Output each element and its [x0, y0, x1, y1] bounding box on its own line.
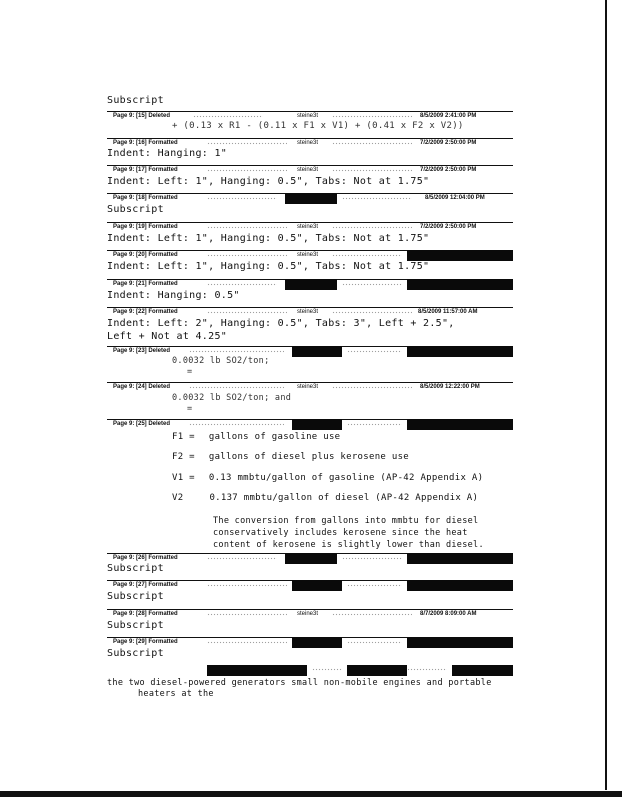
redaction-dots: [332, 169, 412, 172]
redaction-dots: [207, 584, 287, 587]
redaction-dots: [207, 557, 277, 560]
change-user: steine3t: [297, 140, 319, 146]
redaction-block: [407, 637, 513, 648]
definition-symbol: F1 =: [172, 432, 195, 442]
redaction-dots: [407, 668, 447, 671]
redaction-block: [292, 419, 342, 430]
format-text: Indent: Left: 1", Hanging: 0.5", Tabs: Not at 1.75": [107, 261, 430, 272]
change-header: [107, 307, 513, 316]
change-label: Page 9: [29] Formatted: [113, 639, 178, 645]
footer-redaction-row: [107, 665, 513, 673]
redaction-dots: [342, 283, 402, 286]
change-date: 8/7/2009 8:09:00 AM: [420, 611, 477, 617]
redaction-block: [407, 250, 513, 261]
redaction-block: [452, 665, 513, 676]
change-label: Page 9: [24] Deleted: [113, 384, 171, 390]
footnote-line: conservatively includes kerosene since the heat: [213, 528, 468, 538]
change-user: steine3t: [297, 384, 319, 390]
change-label: Page 9: [28] Formatted: [113, 611, 178, 617]
change-date: 8/5/2009 12:04:00 PM: [425, 195, 485, 201]
format-text: Left + Not at 4.25": [107, 331, 228, 342]
format-text: Indent: Left: 2", Hanging: 0.5", Tabs: 3", Left + 2.5",: [107, 318, 455, 329]
subscript-text: Subscript: [107, 620, 164, 631]
redaction-dots: [312, 668, 342, 671]
change-date: 7/2/2009 2:50:00 PM: [420, 167, 477, 173]
right-edge-line: [605, 0, 607, 790]
deleted-formula: + (0.13 x R1 - (0.11 x F1 x V1) + (0.41 x F2 x V2)): [172, 121, 464, 131]
redaction-dots: [347, 641, 402, 644]
redaction-dots: [189, 423, 284, 426]
redaction-dots: [207, 169, 287, 172]
change-user: steine3t: [297, 224, 319, 230]
redaction-dots: [347, 584, 402, 587]
change-header: [107, 553, 513, 562]
subscript-text: Subscript: [107, 204, 164, 215]
change-date: 8/5/2009 11:57:00 AM: [418, 309, 478, 315]
redaction-block: [347, 665, 407, 676]
change-label: Page 9: [18] Formatted: [113, 195, 178, 201]
change-label: Page 9: [17] Formatted: [113, 167, 178, 173]
redaction-dots: [207, 142, 287, 145]
footnote-line: The conversion from gallons into mmbtu for diesel: [213, 516, 479, 526]
subscript-text: Subscript: [107, 648, 164, 659]
change-header: [107, 193, 513, 202]
final-text: the two diesel-powered generators small non-mobile engines and portable: [107, 678, 492, 688]
definition-row: [172, 473, 483, 483]
redaction-block: [407, 419, 513, 430]
change-header: [107, 250, 513, 259]
redaction-dots: [193, 115, 263, 118]
redaction-block: [407, 346, 513, 357]
definition-row: [172, 452, 409, 462]
redaction-dots: [332, 311, 412, 314]
change-label: Page 9: [16] Formatted: [113, 140, 178, 146]
change-date: 8/5/2009 2:41:00 PM: [420, 113, 477, 119]
redaction-dots: [207, 641, 287, 644]
redaction-dots: [207, 311, 287, 314]
change-header: [107, 111, 513, 120]
change-header: [107, 279, 513, 288]
change-header: [107, 138, 513, 147]
change-label: Page 9: [20] Formatted: [113, 252, 178, 258]
definition-row: [172, 432, 340, 442]
change-header: [107, 382, 513, 391]
deleted-text: 0.0032 lb SO2/ton; and: [172, 393, 292, 403]
change-header: [107, 222, 513, 231]
redaction-block: [407, 553, 513, 564]
deleted-text: =: [187, 404, 193, 414]
change-header: [107, 580, 513, 589]
change-header: [107, 165, 513, 174]
definition-text: gallons of diesel plus kerosene use: [208, 452, 410, 462]
final-text: heaters at the: [138, 689, 214, 699]
redaction-block: [292, 580, 342, 591]
redaction-dots: [207, 254, 287, 257]
redaction-dots: [347, 350, 402, 353]
change-label: Page 9: [25] Deleted: [113, 421, 171, 427]
change-header: [107, 419, 513, 428]
redaction-block: [285, 193, 337, 204]
redaction-dots: [207, 283, 277, 286]
definition-symbol: V1 =: [172, 473, 195, 483]
format-text: Indent: Hanging: 0.5": [107, 290, 240, 301]
redaction-dots: [347, 423, 402, 426]
redaction-dots: [342, 197, 412, 200]
change-date: 8/5/2009 12:22:00 PM: [420, 384, 480, 390]
change-header: [107, 637, 513, 646]
change-label: Page 9: [21] Formatted: [113, 281, 178, 287]
redaction-dots: [189, 350, 284, 353]
redaction-dots: [332, 142, 412, 145]
deleted-text: =: [187, 367, 193, 377]
definition-symbol: V2: [172, 493, 184, 503]
bottom-edge-line: [0, 791, 622, 797]
subscript-text: Subscript: [107, 563, 164, 574]
format-text: Indent: Left: 1", Hanging: 0.5", Tabs: Not at 1.75": [107, 233, 430, 244]
change-header: [107, 346, 513, 355]
subscript-text: Subscript: [107, 95, 164, 106]
format-text: Indent: Left: 1", Hanging: 0.5", Tabs: Not at 1.75": [107, 176, 430, 187]
redaction-block: [207, 665, 307, 676]
redaction-block: [292, 346, 342, 357]
redaction-block: [285, 553, 337, 564]
change-label: Page 9: [23] Deleted: [113, 348, 171, 354]
redaction-block: [285, 279, 337, 290]
redaction-block: [292, 637, 342, 648]
change-user: steine3t: [297, 611, 319, 617]
change-user: steine3t: [297, 252, 319, 258]
footnote-line: content of kerosene is slightly lower than diesel.: [213, 540, 484, 550]
change-label: Page 9: [19] Formatted: [113, 224, 178, 230]
definition-symbol: F2 =: [172, 452, 195, 462]
definition-text: gallons of gasoline use: [208, 432, 341, 442]
definition-text: 0.137 mmbtu/gallon of diesel (AP-42 Appendix A): [209, 493, 479, 503]
redaction-dots: [342, 557, 402, 560]
change-user: steine3t: [297, 167, 319, 173]
definition-row: [172, 493, 478, 503]
definition-text: 0.13 mmbtu/gallon of gasoline (AP-42 Appendix A): [208, 473, 484, 483]
redaction-dots: [207, 226, 287, 229]
redaction-dots: [332, 115, 412, 118]
change-header: [107, 609, 513, 618]
redaction-dots: [332, 613, 412, 616]
change-user: steine3t: [297, 113, 319, 119]
change-label: Page 9: [27] Formatted: [113, 582, 178, 588]
redaction-block: [407, 580, 513, 591]
redaction-block: [407, 279, 513, 290]
change-label: Page 9: [22] Formatted: [113, 309, 178, 315]
redaction-dots: [207, 197, 277, 200]
change-date: 7/2/2009 2:50:00 PM: [420, 140, 477, 146]
change-label: Page 9: [26] Formatted: [113, 555, 178, 561]
subscript-text: Subscript: [107, 591, 164, 602]
redaction-dots: [332, 386, 412, 389]
format-text: Indent: Hanging: 1": [107, 148, 228, 159]
redaction-dots: [189, 386, 284, 389]
change-label: Page 9: [15] Deleted: [113, 113, 171, 119]
redaction-dots: [332, 226, 412, 229]
redaction-dots: [207, 613, 287, 616]
redaction-dots: [332, 254, 402, 257]
deleted-text: 0.0032 lb SO2/ton;: [172, 356, 270, 366]
change-date: 7/2/2009 2:50:00 PM: [420, 224, 477, 230]
change-user: steine3t: [297, 309, 319, 315]
